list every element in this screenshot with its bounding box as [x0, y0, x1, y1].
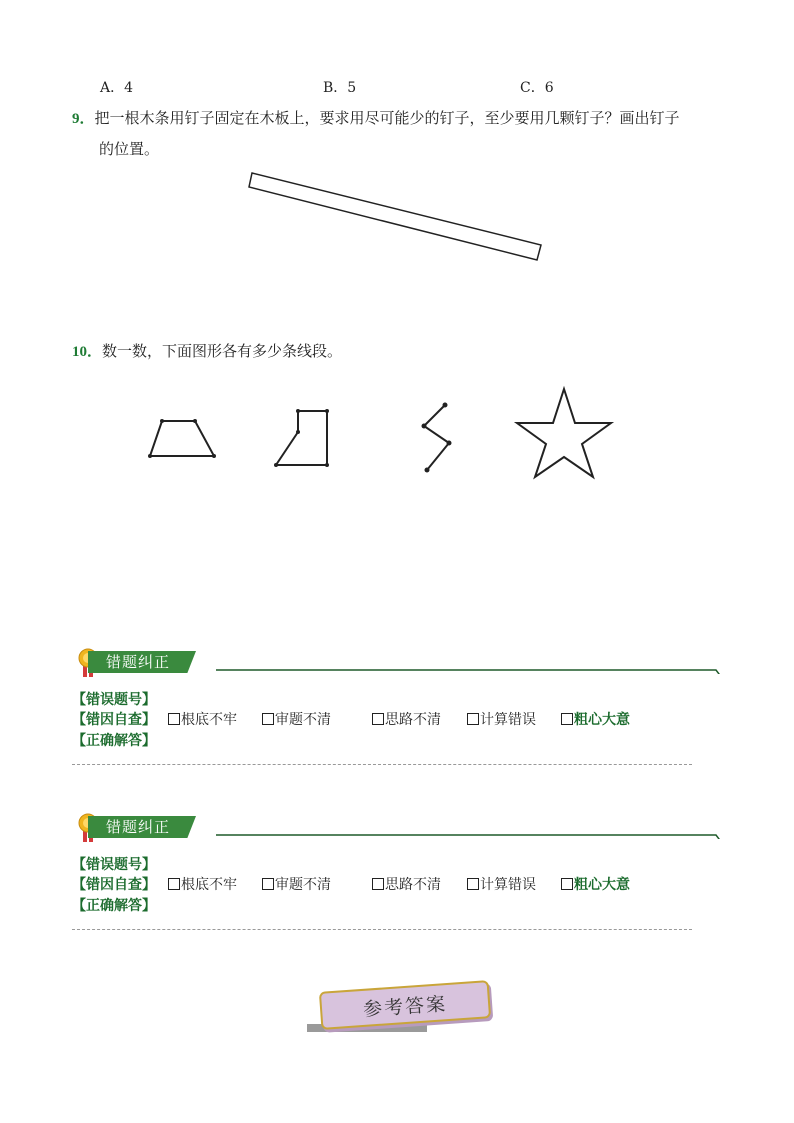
correct-answer-row [72, 731, 156, 751]
check-misread-question[interactable]: 审题不清 [262, 710, 331, 730]
cause-check-label: 【错因自查】 [72, 712, 156, 728]
checkbox[interactable] [262, 878, 274, 890]
wrong-question-row [72, 855, 156, 875]
reference-answer-label [319, 980, 491, 1030]
check-unclear-approach[interactable]: 思路不清 [372, 710, 441, 730]
check-calculation-error[interactable]: 计算错误 [467, 875, 536, 895]
wrong-question-label: 【错误题号】 [72, 857, 156, 873]
checkbox[interactable] [168, 878, 180, 890]
banner-title: 错题纠正 [106, 818, 171, 836]
checkbox[interactable] [372, 713, 384, 725]
checkbox[interactable] [561, 713, 573, 725]
wrong-question-label: 【错误题号】 [72, 692, 156, 708]
banner-underline [216, 813, 728, 839]
check-weak-foundation[interactable]: 根底不牢 [168, 710, 237, 730]
checkbox[interactable] [467, 713, 479, 725]
banner-underline [216, 648, 728, 674]
checkbox[interactable] [262, 713, 274, 725]
question-9-line2: 的位置。 [99, 140, 160, 158]
wooden-strip [249, 173, 541, 260]
segment-figures [140, 382, 620, 482]
checkbox[interactable] [168, 713, 180, 725]
divider [72, 764, 692, 765]
check-misread-question[interactable]: 审题不清 [262, 875, 331, 895]
reference-answer-text: 参考答案 [362, 993, 448, 1021]
correction-banner-1 [78, 648, 728, 678]
question-9 [72, 103, 680, 135]
correct-answer-row [72, 896, 156, 916]
check-weak-foundation[interactable]: 根底不牢 [168, 875, 237, 895]
zigzag-figure [422, 403, 452, 473]
question-10 [72, 336, 342, 368]
question-text-line1: 把一根木条用钉子固定在木板上，要求用尽可能少的钉子，至少要用几颗钉子？画出钉子 [94, 109, 680, 127]
option-b: B．5 [323, 80, 357, 96]
check-calculation-error[interactable]: 计算错误 [467, 710, 536, 730]
wooden-strip-figure [245, 168, 545, 264]
checkbox[interactable] [372, 878, 384, 890]
check-unclear-approach[interactable]: 思路不清 [372, 875, 441, 895]
quadrilateral-figure [274, 409, 329, 467]
wrong-question-row [72, 690, 156, 710]
cause-check-label: 【错因自查】 [72, 877, 156, 893]
divider [72, 929, 692, 930]
correction-banner-2 [78, 813, 728, 843]
checkbox[interactable] [467, 878, 479, 890]
banner-title: 错题纠正 [106, 653, 171, 671]
check-careless[interactable]: 粗心大意 [561, 710, 630, 730]
option-c: C．6 [520, 80, 554, 96]
question-number: 10． [72, 344, 103, 360]
check-careless[interactable]: 粗心大意 [561, 875, 630, 895]
cause-check-row [72, 875, 692, 895]
option-a: A．4 [100, 80, 134, 96]
question-text: 数一数，下面图形各有多少条线段。 [102, 342, 343, 360]
trapezoid-figure [148, 419, 216, 458]
checkbox[interactable] [561, 878, 573, 890]
cause-check-row [72, 710, 692, 730]
correct-answer-label: 【正确解答】 [72, 898, 156, 914]
star-figure [517, 389, 611, 477]
correct-answer-label: 【正确解答】 [72, 733, 156, 749]
question-number: 9． [72, 111, 95, 127]
